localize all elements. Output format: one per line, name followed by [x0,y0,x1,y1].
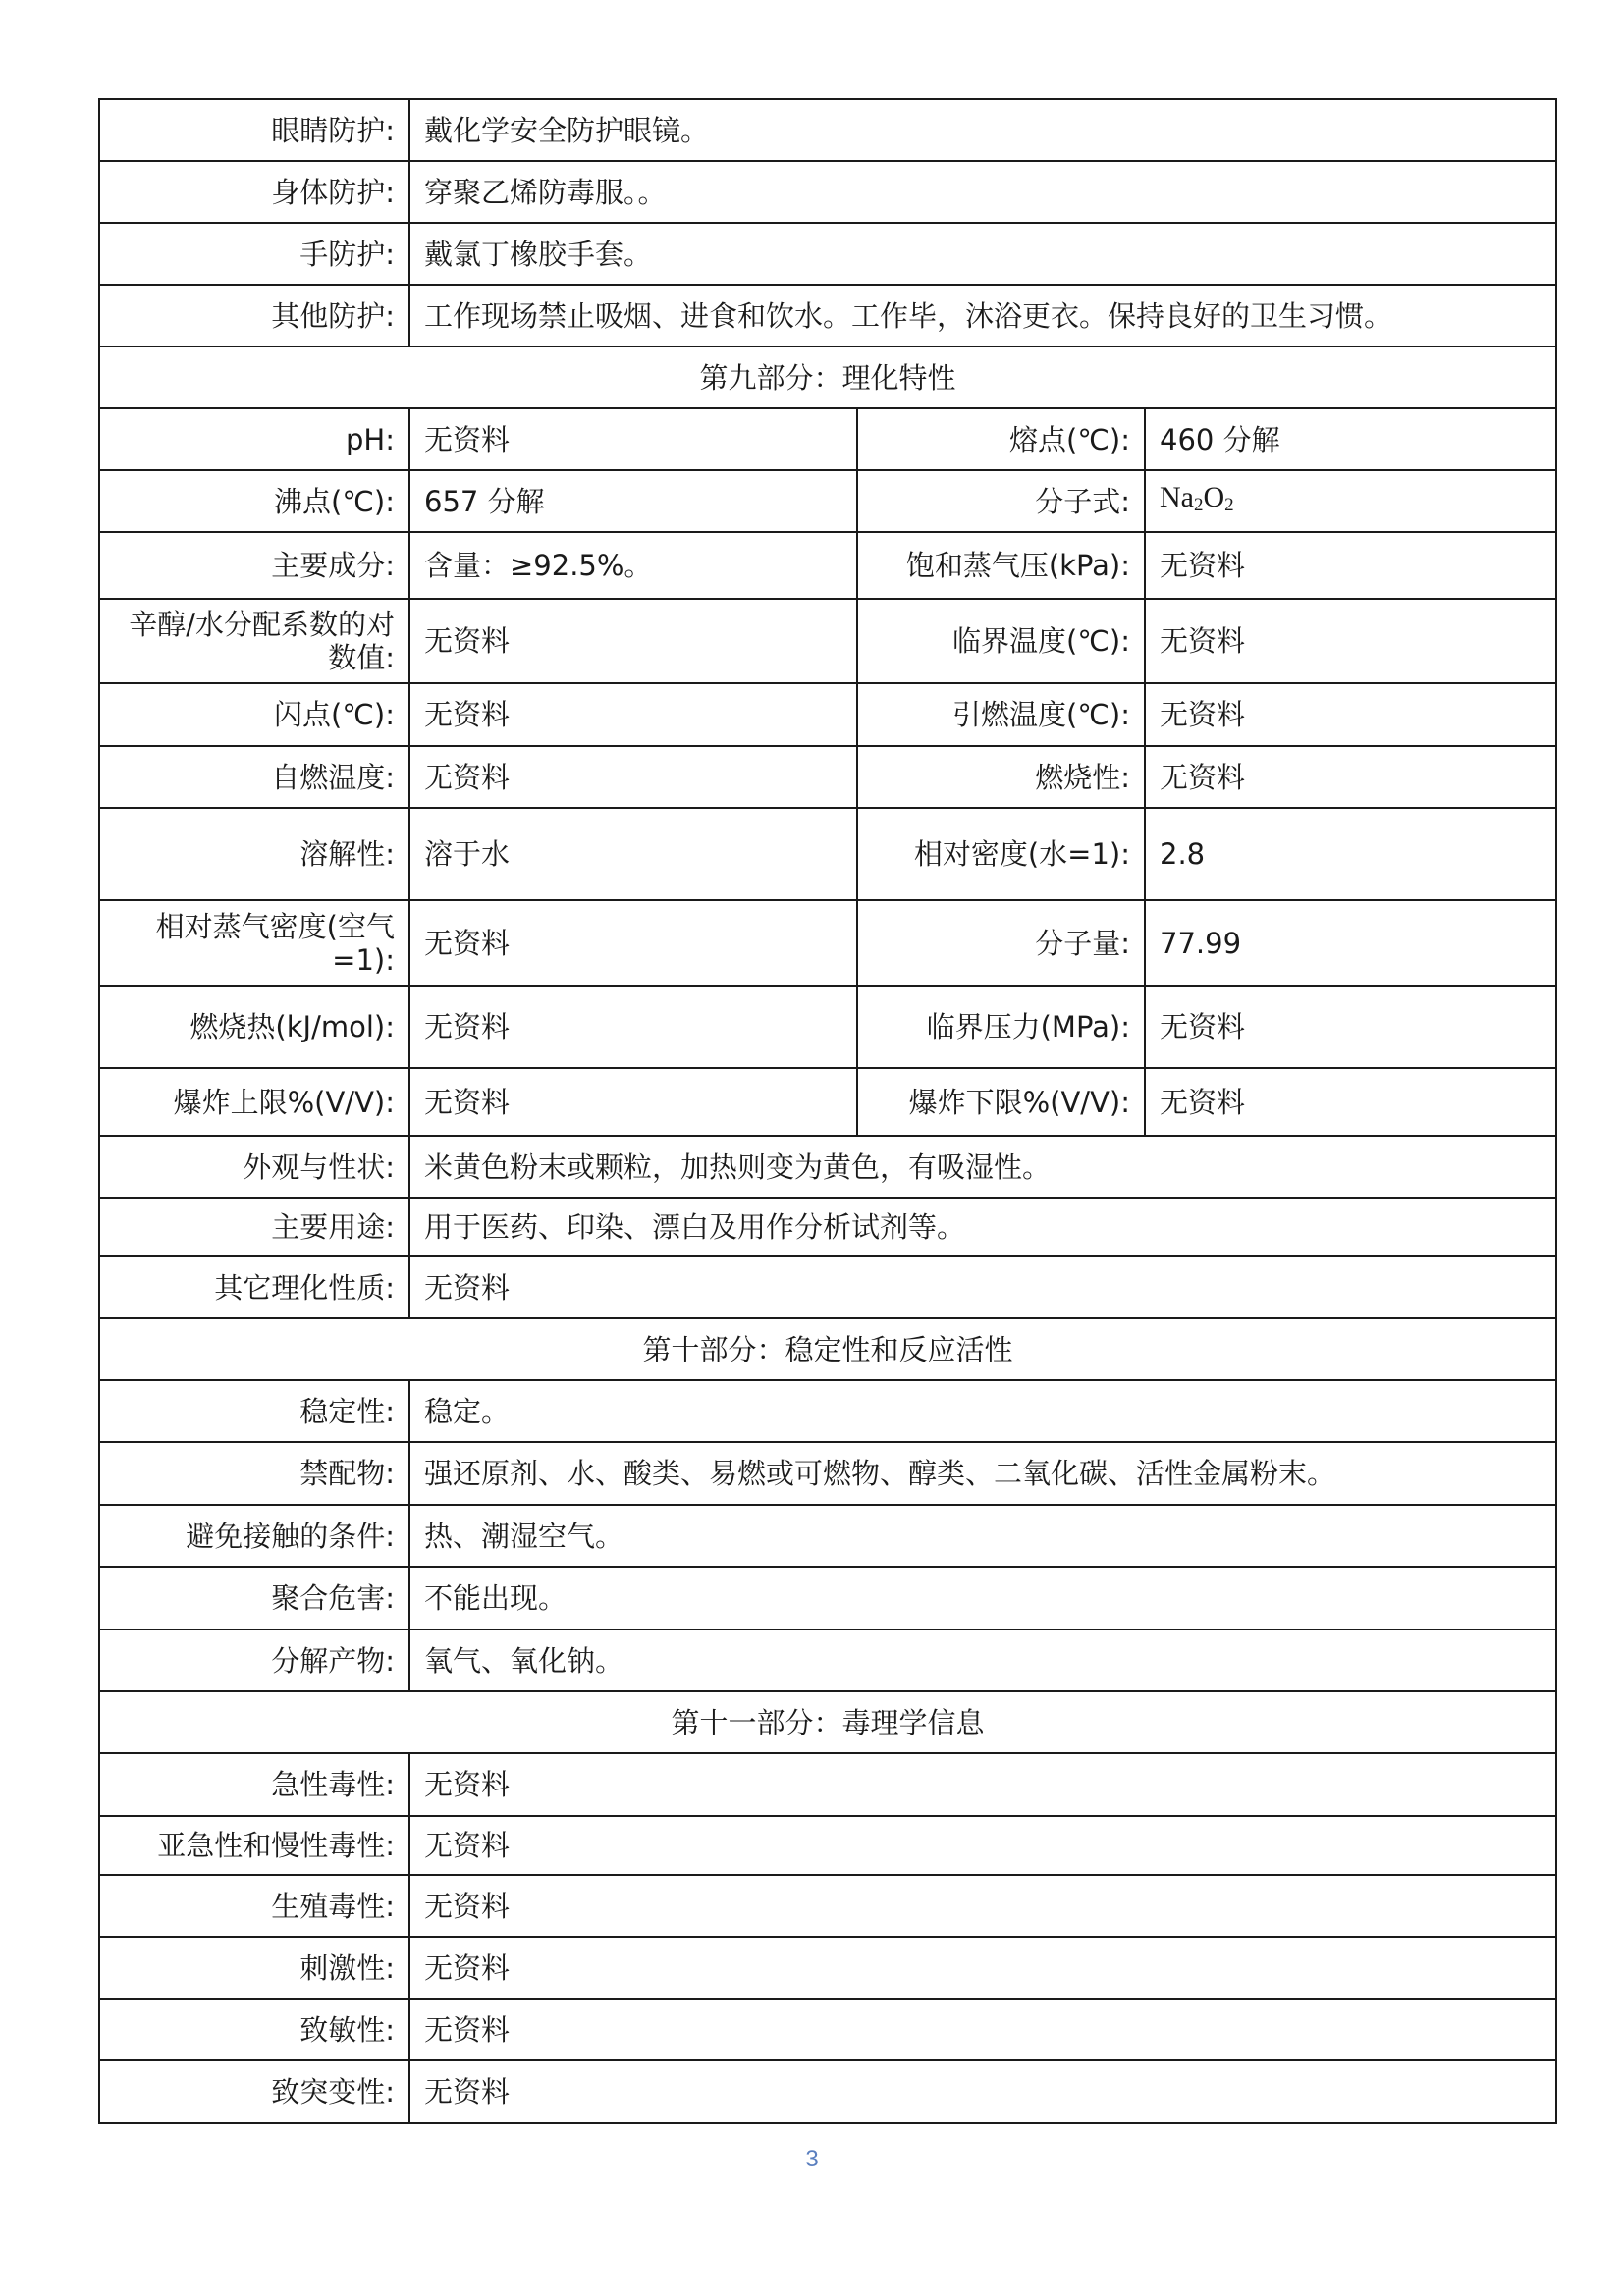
vapor-density-label: 相对蒸气密度(空气=1): [99,900,409,986]
row-appearance [99,1136,1556,1198]
relative-density-value: 2.8 [1145,808,1556,900]
body-protection-label: 身体防护: [99,161,409,223]
flammability-label: 燃烧性: [857,746,1145,808]
stability-label: 稳定性: [99,1380,409,1442]
relative-density-label: 相对密度(水=1): [857,808,1145,900]
upper-explosive-value: 无资料 [409,1068,857,1136]
molecular-weight-value: 77.99 [1145,900,1556,986]
row-eye-protection [99,99,1556,161]
sensitization-value: 无资料 [409,1999,1556,2060]
flash-point-label: 闪点(℃): [99,683,409,746]
row-solubility-density [99,808,1556,900]
row-reproductive-toxicity [99,1875,1556,1937]
ph-value: 无资料 [409,408,857,470]
chronic-toxicity-label: 亚急性和慢性毒性: [99,1816,409,1875]
hand-protection-value: 戴氯丁橡胶手套。 [409,223,1556,285]
critical-temp-value: 无资料 [1145,599,1556,683]
eye-protection-label: 眼睛防护: [99,99,409,161]
polymerization-value: 不能出现。 [409,1567,1556,1629]
vapor-density-value: 无资料 [409,900,857,986]
ph-label: pH: [99,408,409,470]
flash-point-value: 无资料 [409,683,857,746]
combustion-heat-label: 燃烧热(kJ/mol): [99,986,409,1068]
row-other-protection [99,285,1556,347]
appearance-value: 米黄色粉末或颗粒，加热则变为黄色，有吸湿性。 [409,1136,1556,1198]
eye-protection-value: 戴化学安全防护眼镜。 [409,99,1556,161]
log-kow-label: 辛醇/水分配系数的对数值: [99,599,409,683]
section10-title: 第十部分：稳定性和反应活性 [99,1318,1556,1380]
formula-element-1: Na [1160,481,1194,513]
row-boiling-formula [99,470,1556,532]
ignition-temp-value: 无资料 [1145,683,1556,746]
row-polymerization [99,1567,1556,1629]
row-hand-protection [99,223,1556,285]
melting-point-value: 460 分解 [1145,408,1556,470]
hand-protection-label: 手防护: [99,223,409,285]
other-properties-label: 其它理化性质: [99,1256,409,1318]
solubility-value: 溶于水 [409,808,857,900]
body-protection-value: 穿聚乙烯防毒服。。 [409,161,1556,223]
uses-value: 用于医药、印染、漂白及用作分析试剂等。 [409,1198,1556,1256]
boiling-point-value: 657 分解 [409,470,857,532]
flammability-value: 无资料 [1145,746,1556,808]
row-flash-ignition [99,683,1556,746]
section10-header-row [99,1318,1556,1380]
irritation-value: 无资料 [409,1937,1556,1999]
reproductive-toxicity-value: 无资料 [409,1875,1556,1937]
row-uses [99,1198,1556,1256]
sensitization-label: 致敏性: [99,1999,409,2060]
row-logkow-critical-temp [99,599,1556,683]
decomposition-label: 分解产物: [99,1629,409,1691]
irritation-label: 刺激性: [99,1937,409,1999]
boiling-point-label: 沸点(℃): [99,470,409,532]
section9-title: 第九部分：理化特性 [99,347,1556,408]
main-component-value: 含量：≥92.5%。 [409,532,857,599]
autoignition-temp-value: 无资料 [409,746,857,808]
vapor-pressure-label: 饱和蒸气压(kPa): [857,532,1145,599]
uses-label: 主要用途: [99,1198,409,1256]
msds-table [98,98,1557,2124]
formula-subscript-1: 2 [1193,495,1204,515]
reproductive-toxicity-label: 生殖毒性: [99,1875,409,1937]
avoid-conditions-value: 热、潮湿空气。 [409,1505,1556,1567]
melting-point-label: 熔点(℃): [857,408,1145,470]
ignition-temp-label: 引燃温度(℃): [857,683,1145,746]
lower-explosive-value: 无资料 [1145,1068,1556,1136]
row-irritation [99,1937,1556,1999]
other-protection-label: 其他防护: [99,285,409,347]
other-properties-value: 无资料 [409,1256,1556,1318]
mutagenicity-label: 致突变性: [99,2060,409,2123]
formula-subscript-2: 2 [1224,495,1234,515]
acute-toxicity-label: 急性毒性: [99,1753,409,1816]
row-autoignition-flammability [99,746,1556,808]
polymerization-label: 聚合危害: [99,1567,409,1629]
row-stability [99,1380,1556,1442]
appearance-label: 外观与性状: [99,1136,409,1198]
lower-explosive-label: 爆炸下限%(V/V): [857,1068,1145,1136]
solubility-label: 溶解性: [99,808,409,900]
molecular-weight-label: 分子量: [857,900,1145,986]
row-avoid-conditions [99,1505,1556,1567]
critical-pressure-label: 临界压力(MPa): [857,986,1145,1068]
vapor-pressure-value: 无资料 [1145,532,1556,599]
avoid-conditions-label: 避免接触的条件: [99,1505,409,1567]
row-other-properties [99,1256,1556,1318]
formula-value [1145,470,1556,532]
row-ph-melting [99,408,1556,470]
row-acute-toxicity [99,1753,1556,1816]
chronic-toxicity-value: 无资料 [409,1816,1556,1875]
combustion-heat-value: 无资料 [409,986,857,1068]
decomposition-value: 氧气、氧化钠。 [409,1629,1556,1691]
other-protection-value: 工作现场禁止吸烟、进食和饮水。工作毕，沐浴更衣。保持良好的卫生习惯。 [409,285,1556,347]
critical-pressure-value: 无资料 [1145,986,1556,1068]
incompatible-value: 强还原剂、水、酸类、易燃或可燃物、醇类、二氧化碳、活性金属粉末。 [409,1442,1556,1505]
critical-temp-label: 临界温度(℃): [857,599,1145,683]
row-explosive-limits [99,1068,1556,1136]
row-component-vapor-pressure [99,532,1556,599]
row-sensitization [99,1999,1556,2060]
section11-title: 第十一部分：毒理学信息 [99,1691,1556,1753]
row-decomposition [99,1629,1556,1691]
autoignition-temp-label: 自燃温度: [99,746,409,808]
log-kow-value: 无资料 [409,599,857,683]
acute-toxicity-value: 无资料 [409,1753,1556,1816]
section11-header-row [99,1691,1556,1753]
section9-header-row [99,347,1556,408]
row-vapor-density-mw [99,900,1556,986]
incompatible-label: 禁配物: [99,1442,409,1505]
page-number: 3 [805,2146,819,2172]
row-mutagenicity [99,2060,1556,2123]
formula-label: 分子式: [857,470,1145,532]
row-incompatible [99,1442,1556,1505]
upper-explosive-label: 爆炸上限%(V/V): [99,1068,409,1136]
main-component-label: 主要成分: [99,532,409,599]
row-combustion-critical-pressure [99,986,1556,1068]
row-body-protection [99,161,1556,223]
stability-value: 稳定。 [409,1380,1556,1442]
mutagenicity-value: 无资料 [409,2060,1556,2123]
formula-element-2: O [1203,481,1225,513]
row-chronic-toxicity [99,1816,1556,1875]
